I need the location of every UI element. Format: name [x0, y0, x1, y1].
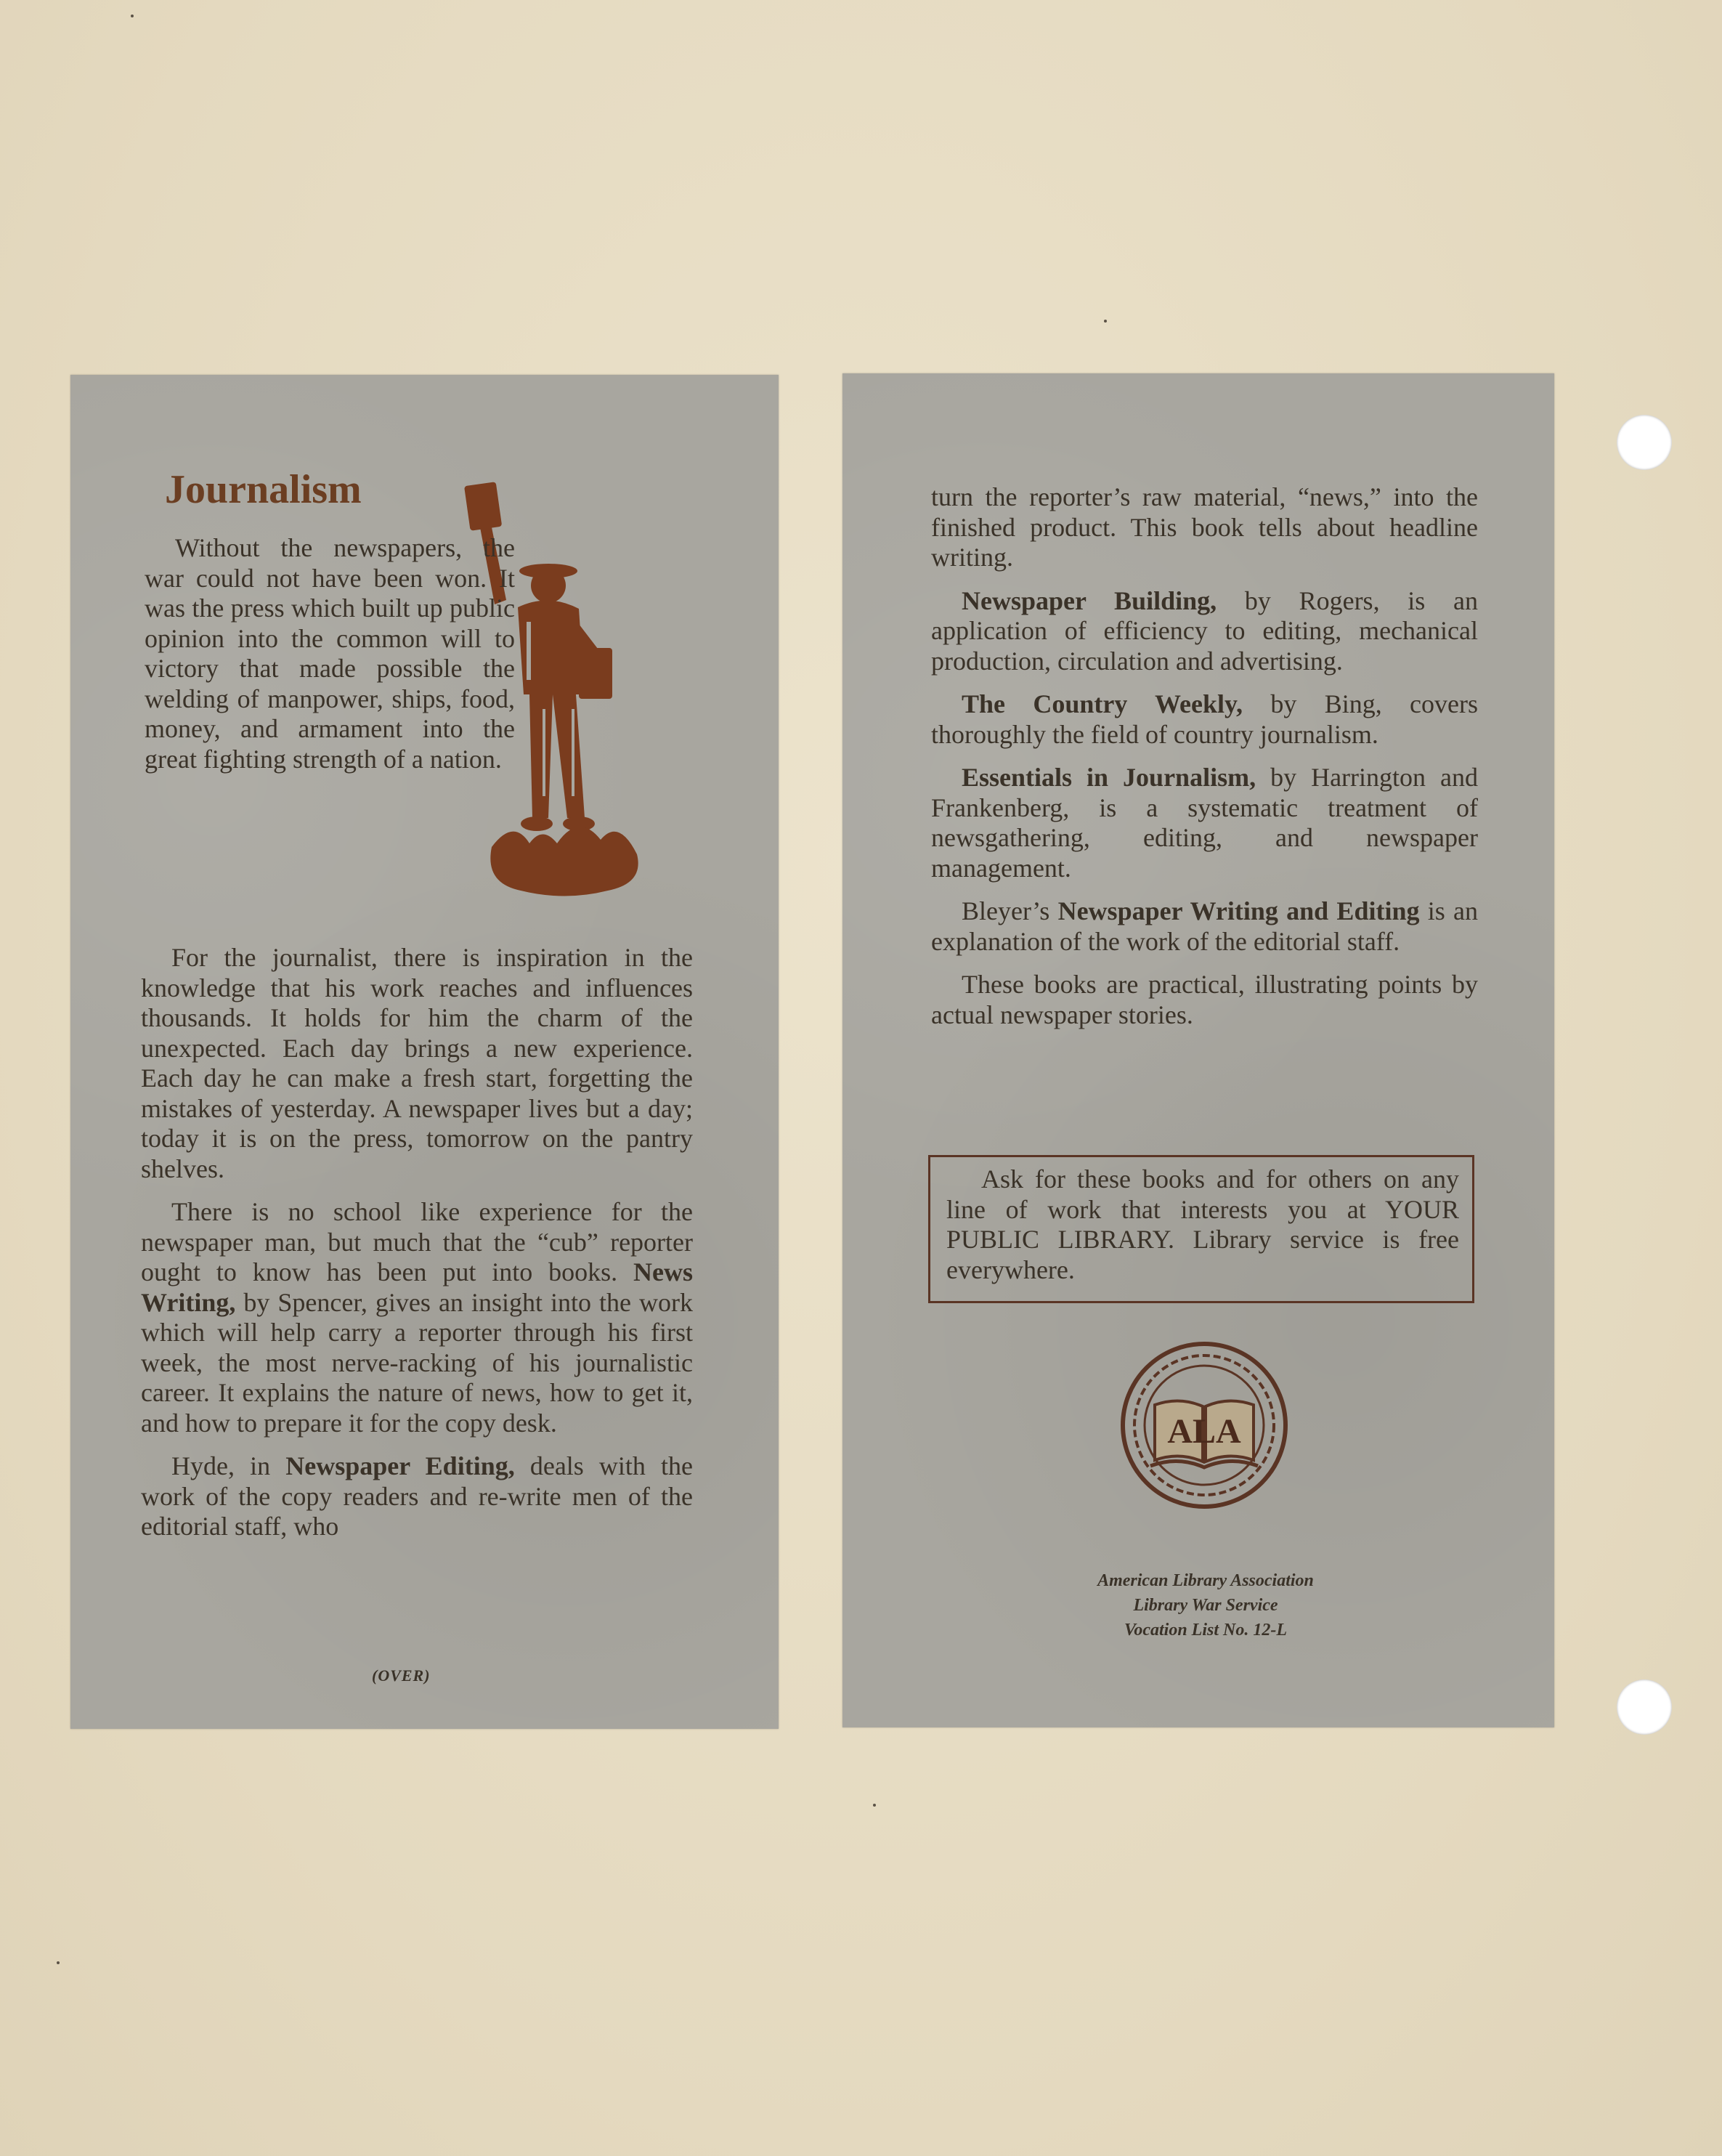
left-body [141, 943, 693, 1555]
continued-paragraph: turn the reporter’s raw material, “news,” into the finished product. This book tells about headline writing. [931, 482, 1478, 572]
speck [57, 1961, 60, 1964]
paragraph-news-writing [141, 1197, 693, 1438]
footer-credits [988, 1568, 1424, 1642]
page-title: Journalism [165, 467, 362, 512]
book-title-essentials: Essentials in Journalism, [962, 763, 1256, 792]
paragraph-country-weekly [931, 689, 1478, 750]
paragraph-journalist-inspiration: For the journalist, there is inspiration in the knowledge that his work reaches and influences thousands. It holds for him the charm of the unexpected. Each day brings a new experience. Each day he can make a fresh start, forgetting the mistakes of yesterday. A newspaper lives but a day; today it is on the press, tomorrow on the pantry shelves. [141, 943, 693, 1183]
text-segment: by Bing, covers thoroughly the field of country journalism. [931, 689, 1478, 749]
book-title-newspaper-writing-editing: Newspaper Writing and Editing [1057, 896, 1420, 925]
over-label: (OVER) [372, 1666, 431, 1685]
paragraph-newspaper-building [931, 586, 1478, 677]
intro-paragraph: Without the newspapers, the war could not have been won. It was the press which built up public opinion into the common will to victory that made possible the welding of manpower, ships, food, money, and armament into the great fighting strength of a nation. [145, 533, 515, 774]
paragraph-bleyer [931, 896, 1478, 957]
text-segment: by Spencer, gives an insight into the work which will help carry a reporter through his first week, the most nerve-racking of his journalistic career. It explains the nature of news, how to get it, and how to prepare it for the copy desk. [141, 1287, 693, 1438]
seal-text: ALA [1167, 1412, 1241, 1451]
paragraph-newspaper-editing [141, 1451, 693, 1542]
text-segment: Hyde, in [171, 1451, 271, 1480]
speck [873, 1804, 876, 1807]
paragraph-essentials [931, 763, 1478, 883]
card-back [842, 373, 1554, 1727]
text-segment: There is no school like experience for the newspaper man, but much that the “cub” reporter ought to know has been put into books. [141, 1197, 693, 1286]
punch-hole-bottom [1617, 1679, 1672, 1735]
text-segment: deals with the work of the copy readers and re-write men of the editorial staff, who [141, 1451, 694, 1541]
footer-line-association: American Library Association [1097, 1571, 1314, 1590]
book-title-country-weekly: The Country Weekly, [962, 689, 1243, 718]
ala-seal-icon [1117, 1338, 1291, 1512]
text-segment: Bleyer’s [962, 896, 1050, 925]
text-segment: by Harrington and Frankenberg, is a systematic treatment of newsgathering, editing, and newspaper management. [931, 763, 1479, 883]
punch-hole-top [1617, 415, 1672, 470]
text-segment: is an explanation of the work of the editorial staff. [931, 896, 1479, 956]
footer-line-service: Library War Service [1133, 1596, 1278, 1615]
card-front [70, 375, 779, 1729]
library-notice-box: Ask for these books and for others on any line of work that interests you at YOUR PUBLIC LIBRARY. Library service is free everywhere. [928, 1155, 1474, 1303]
book-title-news-writing: News Writing, [141, 1257, 694, 1317]
footer-line-list-number: Vocation List No. 12-L [1124, 1621, 1287, 1640]
book-title-newspaper-editing: Newspaper Editing, [285, 1451, 515, 1480]
speck [131, 15, 134, 17]
paragraph-closing: These books are practical, illustrating points by actual newspaper stories. [931, 970, 1478, 1029]
speck [1104, 320, 1107, 323]
text-segment: by Rogers, is an application of efficiency to editing, mechanical production, circulation and advertising. [931, 585, 1478, 676]
book-title-newspaper-building: Newspaper Building, [962, 585, 1217, 615]
right-body [931, 482, 1478, 1043]
